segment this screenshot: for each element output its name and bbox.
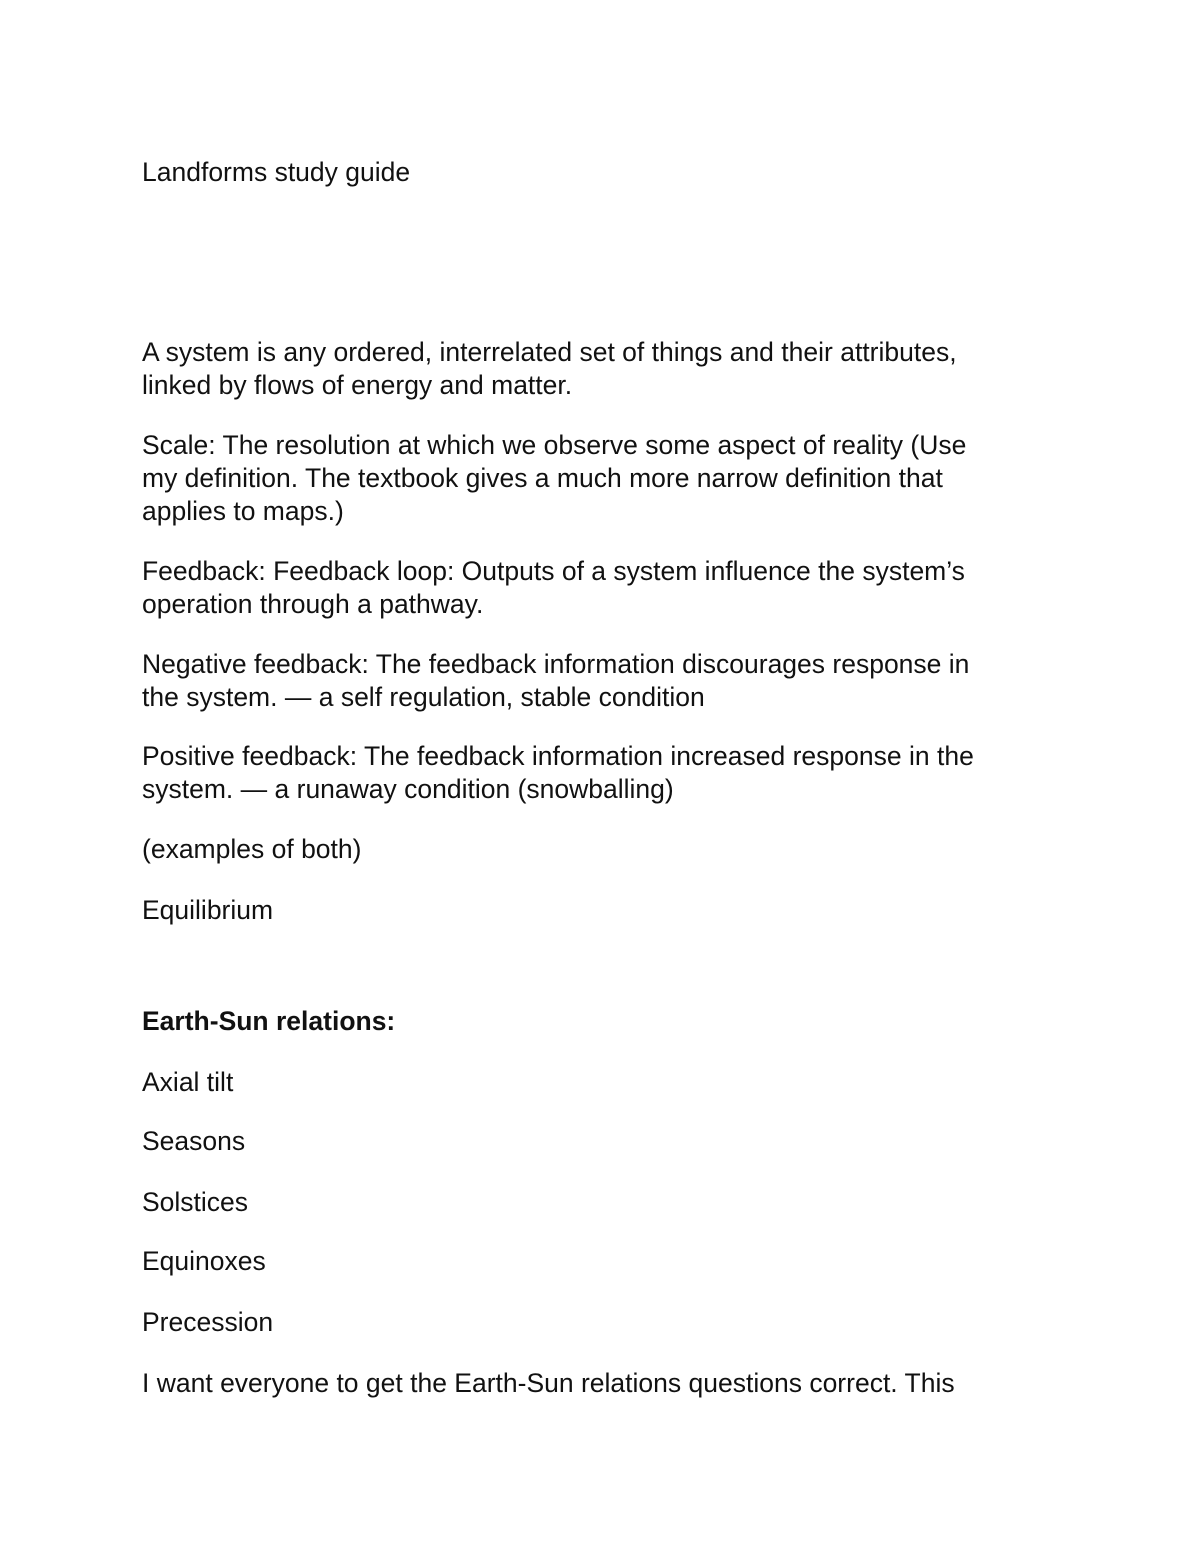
list-item-solstices: Solstices <box>142 1187 249 1217</box>
section-heading-earth-sun: Earth-Sun relations: <box>142 1006 396 1036</box>
paragraph-system-line-1: A system is any ordered, interrelated set of things and their attributes, <box>142 337 957 367</box>
paragraph-scale-line-2: my definition. The textbook gives a much more narrow definition that <box>142 463 943 493</box>
list-item-axial-tilt: Axial tilt <box>142 1067 234 1097</box>
paragraph-negative-feedback-line-2: the system. — a self regulation, stable condition <box>142 682 705 712</box>
paragraph-equilibrium: Equilibrium <box>142 895 274 925</box>
list-item-equinoxes: Equinoxes <box>142 1246 266 1276</box>
paragraph-system-line-2: linked by flows of energy and matter. <box>142 370 573 400</box>
paragraph-examples: (examples of both) <box>142 834 362 864</box>
list-item-seasons: Seasons <box>142 1126 246 1156</box>
document-title: Landforms study guide <box>142 157 411 187</box>
list-item-precession: Precession <box>142 1307 274 1337</box>
paragraph-feedback-line-2: operation through a pathway. <box>142 589 484 619</box>
paragraph-scale-line-1: Scale: The resolution at which we observe some aspect of reality (Use <box>142 430 967 460</box>
closing-line: I want everyone to get the Earth-Sun relations questions correct. This <box>142 1368 955 1398</box>
paragraph-positive-feedback-line-1: Positive feedback: The feedback information increased response in the <box>142 741 974 771</box>
paragraph-negative-feedback-line-1: Negative feedback: The feedback information discourages response in <box>142 649 970 679</box>
paragraph-scale-line-3: applies to maps.) <box>142 496 344 526</box>
paragraph-positive-feedback-line-2: system. — a runaway condition (snowballing) <box>142 774 674 804</box>
paragraph-feedback-line-1: Feedback: Feedback loop: Outputs of a system influence the system’s <box>142 556 965 586</box>
